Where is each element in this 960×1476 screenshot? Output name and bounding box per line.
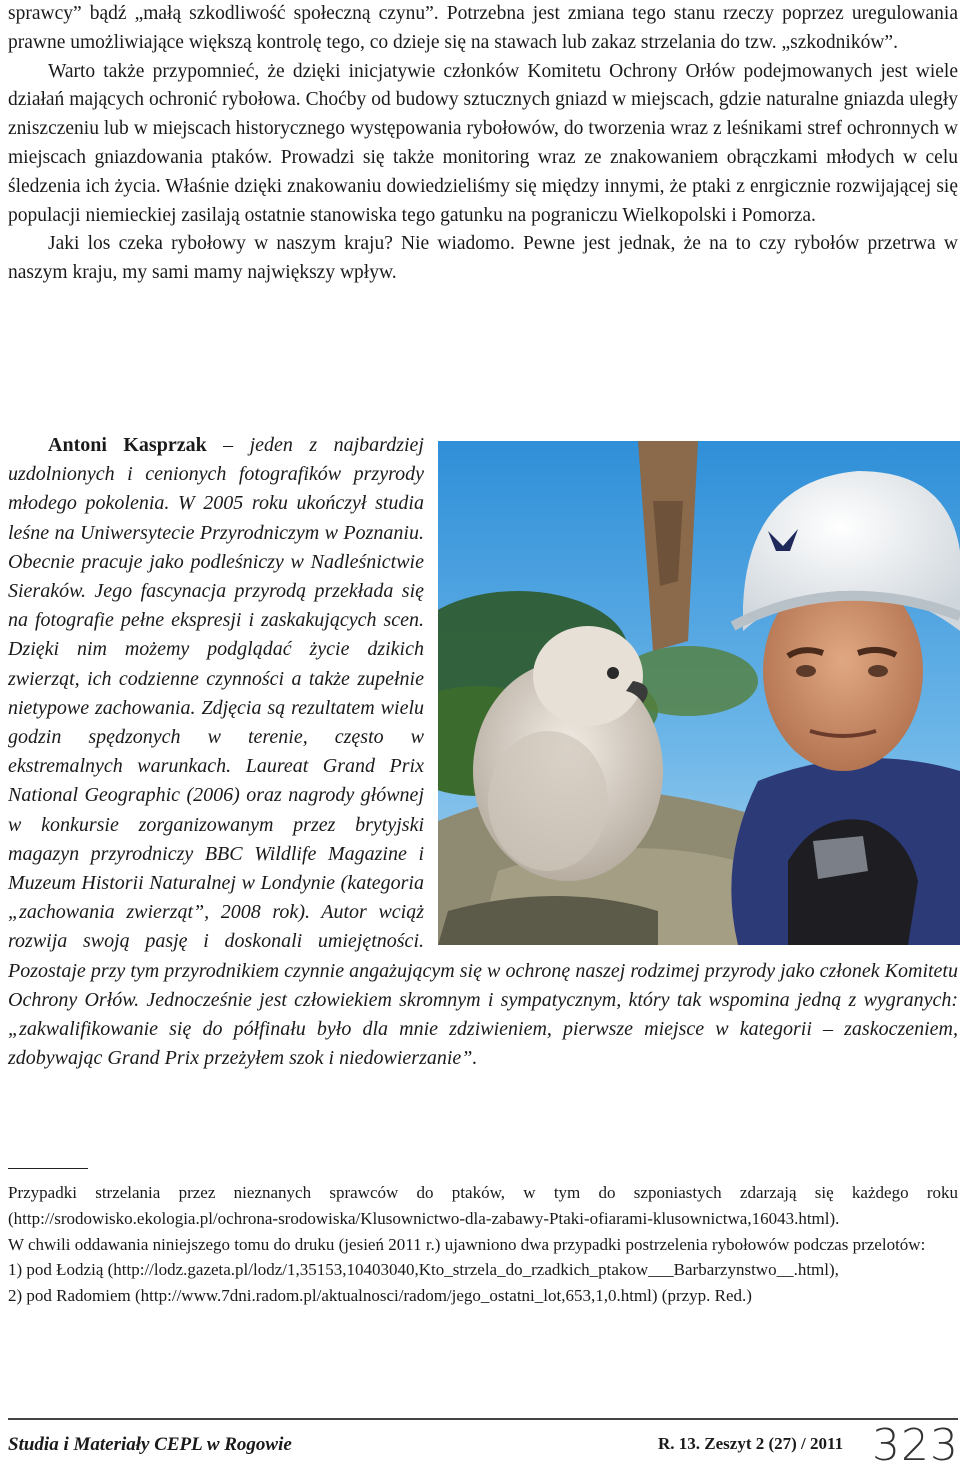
author-name: Antoni Kasprzak bbox=[48, 434, 207, 456]
footer-divider bbox=[8, 1418, 958, 1420]
journal-title: Studia i Materiały CEPL w Rogowie bbox=[8, 1434, 292, 1455]
article-paragraph: Warto także przypomnieć, że dzięki inicjatywie członków Komitetu Ochrony Orłów podejmowanych jest wiele działań mających ochronić rybołowa. Choćby od budowy sztucznych gniazd w miejscach, gdzie naturalne gniazda uległy zniszczeniu lub w miejscach historycznego występowania rybołowów, do tworzenia wraz z leśnikami stref ochronnych w miejscach gniazdowania ptaków. Prowadzi się także monitoring wraz ze znakowaniem obrączkami młodych w celu śledzenia ich życia. Właśnie dzięki znakowaniu dowiedzieliśmy się między innymi, że ptaki z enrgicznie rozwijającej się populacji niemieckiej zasilają ostatnie stanowiska tego gatunku na pograniczu Wielkopolski i Pomorza. bbox=[8, 60, 958, 226]
footnote: W chwili oddawania niniejszego tomu do druku (jesień 2011 r.) ujawniono dwa przypadki postrzelenia rybołowów podczas przelotów: bbox=[8, 1234, 926, 1254]
photo-man-with-osprey-chick-icon bbox=[438, 441, 960, 945]
author-photo bbox=[438, 441, 960, 945]
footnote: 2) pod Radomiem (http://www.7dni.radom.pl/aktualnosci/radom/jego_ostatni_lot,653,1,0.html) (przyp. Red.) bbox=[8, 1286, 752, 1306]
footnote: Przypadki strzelania przez nieznanych sprawców do ptaków, w tym do szponiastych zdarzają się każdego roku (http://srodowisko.ekologia.pl/ochrona-srodowiska/Klusownictwo-dla-zabawy-Ptaki-ofiarami-klusownictwa,16043.html). bbox=[8, 1183, 958, 1228]
author-bio bbox=[8, 431, 958, 1073]
page-number: 323 bbox=[872, 1420, 959, 1471]
author-bio-text: – jeden z najbardziej uzdolnionych i cenionych fotografików przyrody młodego pokolenia. W 2005 roku ukończył studia leśne na Uniwersytecie Przyrodniczym w Poznaniu. Obecnie pracuje jako podleśniczy w Nadleśnictwie Sieraków. Jego fascynacja przyrodą przekłada się na fotografie pełne ekspresji i zaskakujących scen. Dzięki nim możemy podglądać życie dzikich zwierząt, ich codzienne czynności a także zupełnie nietypowe zachowania. Zdjęcia są rezultatem wielu godzin spędzonych w terenie, często w ekstremalnych warunkach. Laureat Grand Prix National Geographic (2006) oraz nagrody głównej w konkursie zorganizowanym przez brytyjski magazyn przyrodniczy BBC Wildlife Magazine i Muzeum Historii Naturalnej w Londynie (kategoria „zachowania zwierząt”, 2008 rok). Autor wciąż rozwija swoją pasję i doskonali umiejętności. Pozostaje przy tym przyrodnikiem czynnie angażującym się w ochronę naszej rodzimej przyrody jako członek Komitetu Ochrony Orłów. Jednocześnie jest człowiekiem skromnym i sympatycznym, który tak wspomina jedną z wygranych: „zakwalifikowanie się do półfinału było dla mnie zdziwieniem, pierwsze miejsce w kategorii – zaskoczeniem, zdobywając Grand Prix przeżyłem szok i niedowierzanie”. bbox=[8, 434, 958, 1070]
article-body bbox=[8, 0, 958, 288]
article-paragraph: Jaki los czeka rybołowy w naszym kraju? Nie wiadomo. Pewne jest jednak, że na to czy rybołów przetrwa w naszym kraju, my sami mamy największy wpływ. bbox=[8, 233, 958, 284]
issue-info: R. 13. Zeszyt 2 (27) / 2011 bbox=[658, 1434, 844, 1453]
article-paragraph: sprawcy” bądź „małą szkodliwość społeczną czynu”. Potrzebna jest zmiana tego stanu rzeczy poprzez uregulowania prawne umożliwiające większą kontrolę tego, co dzieje się na stawach lub zakaz strzelania do tzw. „szkodników”. bbox=[8, 3, 958, 53]
footnotes bbox=[8, 1180, 958, 1309]
footnote-divider bbox=[8, 1168, 88, 1169]
footnote: 1) pod Łodzią (http://lodz.gazeta.pl/lodz/1,35153,10403040,Kto_strzela_do_rzadkich_ptakow___Barbarzynstwo__.html), bbox=[8, 1260, 839, 1280]
